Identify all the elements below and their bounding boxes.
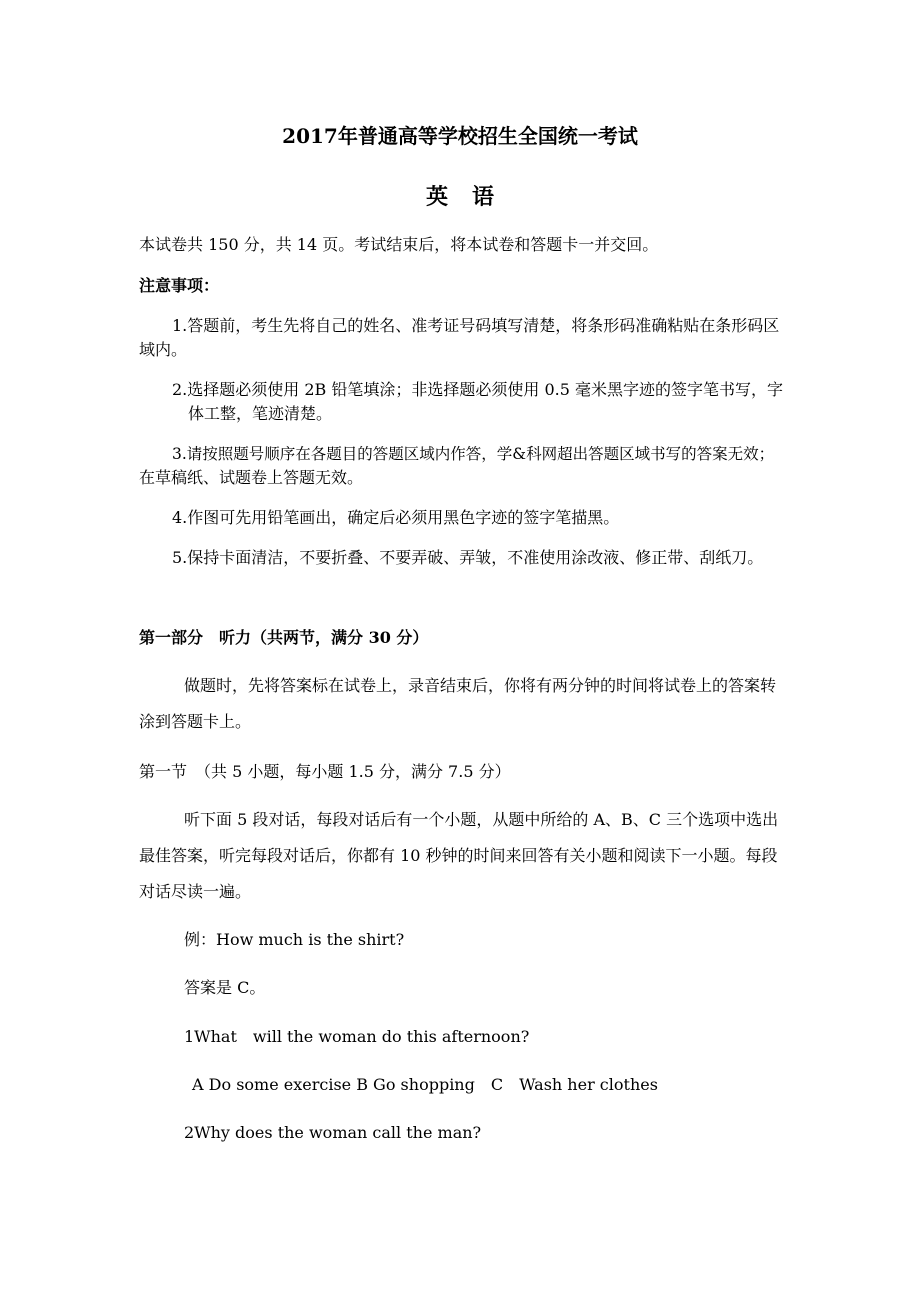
part1-instruction-line1: 做题时，先将答案标在试卷上，录音结束后，你将有两分钟的时间将试卷上的答案转 [184,676,777,695]
exam-title: 2017年普通高等学校招生全国统一考试 [282,124,638,148]
notice-item-3-line1: 3.请按照题号顺序在各题目的答题区域内作答，学&科网超出答题区域书写的答案无效； [172,445,775,463]
part1-heading: 第一部分 听力（共两节，满分 30 分） [139,628,429,647]
section1-desc-line1: 听下面 5 段对话，每段对话后有一个小题，从题中所给的 A、B、C 三个选项中选出 [184,810,779,829]
notice-item-4: 4.作图可先用铅笔画出，确定后必须用黑色字迹的签字笔描黑。 [172,508,620,527]
section1-heading: 第一节 （共 5 小题，每小题 1.5 分，满分 7.5 分） [139,762,511,781]
notice-item-1-line2: 域内。 [139,340,188,359]
question-1: 1What will the woman do this afternoon? [184,1027,530,1046]
subject-title: 英语 [425,184,518,210]
notice-item-5: 5.保持卡面清洁，不要折叠、不要弄破、弄皱，不准使用涂改液、修正带、刮纸刀。 [172,548,764,567]
part1-instruction-line2: 涂到答题卡上。 [139,712,252,731]
question-1-options: A Do some exercise B Go shopping C Wash her clothes [192,1075,658,1094]
notice-item-1-line1: 1.答题前，考生先将自己的姓名、准考证号码填写清楚，将条形码准确粘贴在条形码区 [172,316,780,335]
notice-item-2-line1: 2.选择题必须使用 2B 铅笔填涂；非选择题必须使用 0.5 毫米黑字迹的签字笔书写，字 [172,380,783,399]
notice-item-3-line2: 在草稿纸、试题卷上答题无效。 [139,468,364,487]
notice-item-2-line2: 体工整，笔迹清楚。 [188,404,333,423]
question-2: 2Why does the woman call the man? [184,1123,482,1142]
notice-heading: 注意事项： [139,276,220,295]
intro-text: 本试卷共 150 分，共 14 页。考试结束后，将本试卷和答题卡一并交回。 [139,235,659,254]
example-question: 例：How much is the shirt? [184,930,405,949]
section1-desc-line2: 最佳答案，听完每段对话后，你都有 10 秒钟的时间来回答有关小题和阅读下一小题。每段 [139,846,778,865]
example-answer: 答案是 C。 [184,978,266,997]
section1-desc-line3: 对话尽读一遍。 [139,882,252,901]
